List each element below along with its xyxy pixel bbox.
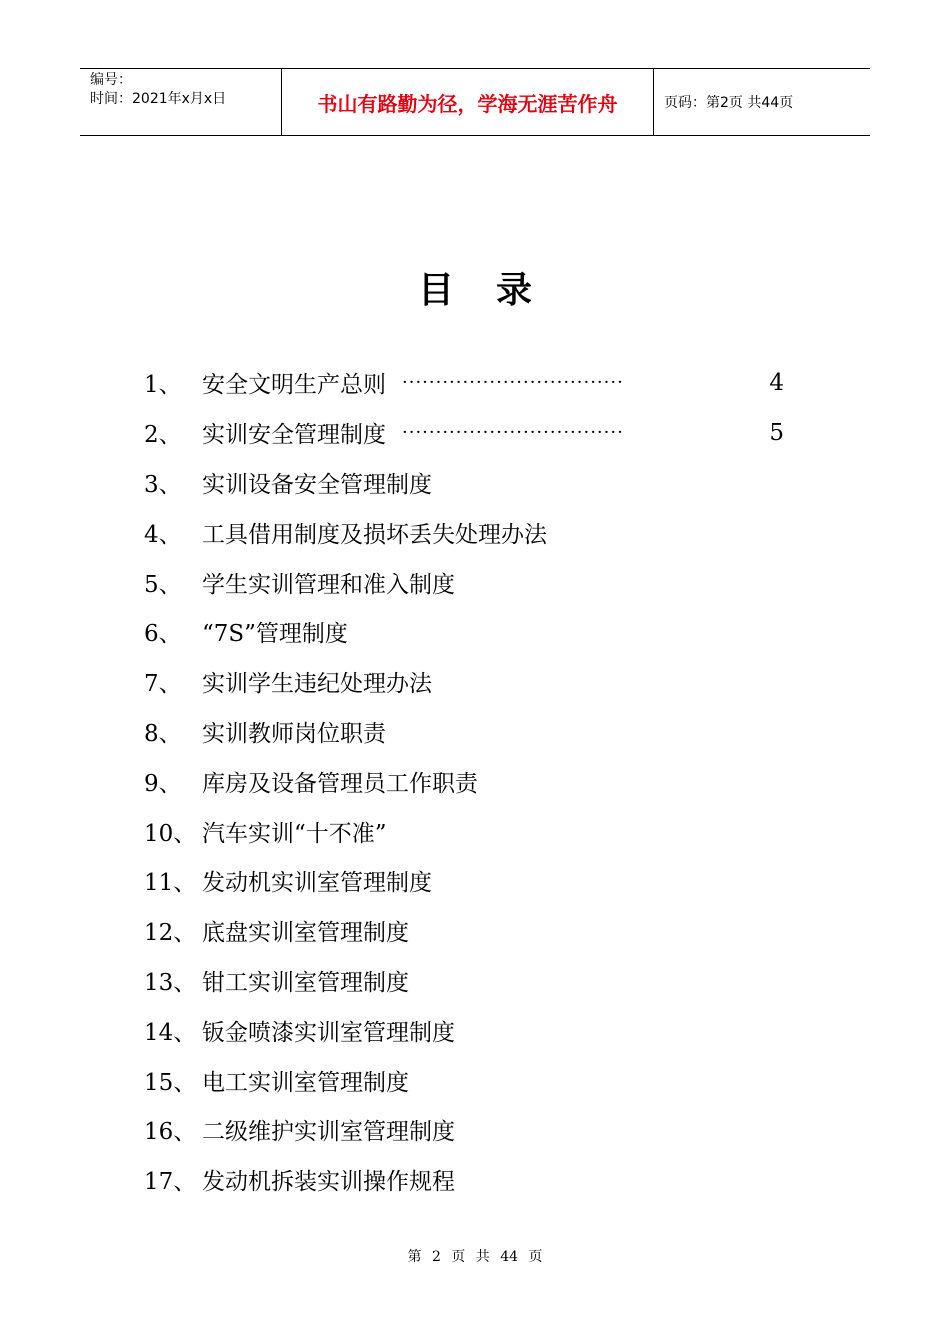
document-date: 时间：2021年x月x日	[90, 91, 227, 107]
toc-entry-label: 钳工实训室管理制度	[202, 969, 409, 996]
toc-entry-label: 实训学生违纪处理办法	[202, 671, 432, 698]
toc-entry[interactable]	[144, 657, 784, 707]
toc-entry-number: 10、	[144, 820, 197, 847]
toc-entry-label: 钣金喷漆实训室管理制度	[202, 1019, 455, 1046]
toc-entry-number: 16、	[144, 1119, 197, 1146]
toc-entry-leader: ·································	[402, 422, 624, 444]
toc-entry-label: 实训设备安全管理制度	[202, 471, 432, 498]
header-meta	[80, 69, 282, 135]
toc-entry[interactable]	[144, 358, 784, 408]
toc-entry-number: 9、	[144, 770, 182, 797]
toc-entry-number: 4、	[144, 521, 182, 548]
toc-entry-number: 6、	[144, 621, 182, 648]
header-page-info: 页码：第2页 共44页	[664, 95, 794, 111]
toc-entry-label: 安全文明生产总则	[202, 372, 386, 399]
toc-entry-label: 实训教师岗位职责	[202, 720, 386, 747]
toc-entry-number: 11、	[144, 870, 197, 897]
page-header	[80, 68, 870, 136]
toc-entry-label: 实训安全管理制度	[202, 422, 386, 449]
toc-entry-number: 15、	[144, 1069, 197, 1096]
page-title: 目录	[417, 269, 574, 311]
toc-entry-number: 3、	[144, 471, 182, 498]
toc-entry-number: 8、	[144, 720, 182, 747]
toc-entry-number: 1、	[144, 372, 182, 399]
toc-entry-number: 5、	[144, 571, 182, 598]
toc-entry-leader: ·································	[402, 372, 624, 394]
toc-entry-page: 4	[769, 369, 784, 396]
toc-entry[interactable]	[144, 507, 784, 557]
page-footer: 第 2 页 共 44 页	[407, 1249, 543, 1265]
toc-entry-number: 13、	[144, 969, 197, 996]
toc-entry[interactable]	[144, 408, 784, 458]
toc-entry-label: 汽车实训“十不准”	[202, 820, 387, 847]
toc-entry-number: 17、	[144, 1169, 197, 1196]
toc-entry-label: 库房及设备管理员工作职责	[202, 770, 478, 797]
toc-entry-label: 二级维护实训室管理制度	[202, 1119, 455, 1146]
toc-entry[interactable]	[144, 557, 784, 607]
toc-entry-label: 电工实训室管理制度	[202, 1069, 409, 1096]
toc-entry[interactable]	[144, 856, 784, 906]
toc-entry-number: 7、	[144, 671, 182, 698]
toc-entry[interactable]	[144, 756, 784, 806]
toc-entry-label: 工具借用制度及损坏丢失处理办法	[202, 521, 547, 548]
toc-entry[interactable]	[144, 607, 784, 657]
toc-entry-page: 5	[769, 419, 784, 446]
toc-entry-label: 底盘实训室管理制度	[202, 920, 409, 947]
toc-entry[interactable]	[144, 1005, 784, 1055]
toc-entry[interactable]	[144, 1155, 784, 1205]
toc-entry[interactable]	[144, 1105, 784, 1155]
toc-entry-label: 发动机实训室管理制度	[202, 870, 432, 897]
toc-entry-number: 14、	[144, 1019, 197, 1046]
toc-entry-number: 12、	[144, 920, 197, 947]
table-of-contents	[144, 358, 784, 1205]
toc-entry[interactable]	[144, 707, 784, 757]
toc-entry-label: “7S”管理制度	[202, 621, 348, 648]
toc-entry[interactable]	[144, 906, 784, 956]
toc-entry-number: 2、	[144, 422, 182, 449]
toc-entry-label: 发动机拆装实训操作规程	[202, 1169, 455, 1196]
toc-entry[interactable]	[144, 806, 784, 856]
toc-entry[interactable]	[144, 956, 784, 1006]
toc-entry[interactable]	[144, 458, 784, 508]
toc-entry[interactable]	[144, 1055, 784, 1105]
toc-entry-label: 学生实训管理和准入制度	[202, 571, 455, 598]
document-number: 编号：	[90, 72, 132, 88]
header-motto: 书山有路勤为径，学海无涯苦作舟	[282, 69, 654, 135]
